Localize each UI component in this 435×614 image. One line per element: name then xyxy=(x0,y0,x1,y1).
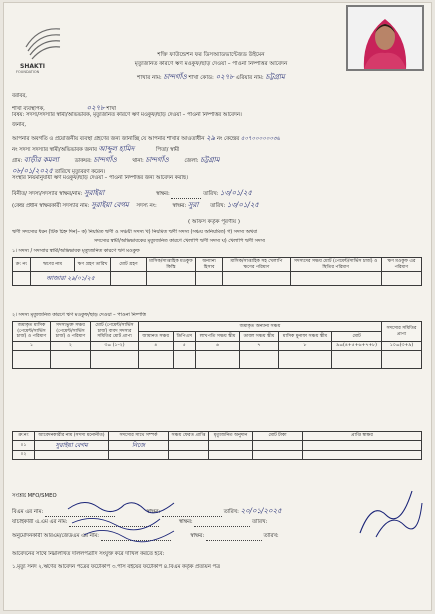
office-heading: ( অফিস কর্তৃক পূরণীয় ) xyxy=(188,219,240,225)
bm-line: বিএম এর নাম: স্বাক্ষর: তারিখ: ২০/০১/২০২৫ xyxy=(12,507,282,515)
applicant-name-value: সুরাইয়া xyxy=(84,189,105,197)
claimant-relation: নিজে xyxy=(109,440,169,451)
attachments-list: ১.মৃত্যু সনদ ২.ঋণের আবেদন পত্রের ফটোকপি ৩.পাস বইয়ের ফটোকপি ৪.বিএম কর্তৃক প্রত্যয়ন পত্র xyxy=(12,564,220,570)
table-row: ০২ xyxy=(13,451,422,460)
table-row xyxy=(13,272,422,286)
subject-line: বিষয়: সদস্য/সদস্যার স্বামী/অভিভাবক, মৃত্যুজনিত কারণে ঋণ মওকুফ/ছাড় দেওয়া – পাওনা নিষ্পত্তির আবেদন। xyxy=(12,112,242,118)
table1-title: ১। সদস্য / সদস্যার স্বামী/অভিভাবক মৃত্যুজনিত কারণে ঋণ মওকুফ xyxy=(12,248,140,254)
leader-signature: সুরা xyxy=(187,201,199,209)
rm-signature xyxy=(206,535,262,541)
rm-line: অনুমোদনকারী আরএম/জেডএম এর নাম: স্বাক্ষর: তারিখ: xyxy=(12,533,279,539)
approval-scribble-icon xyxy=(356,481,426,541)
loan-type-line2: সদস্যের স্বামী/অভিভাবকের মৃত্যুজনিত কারণে খেলাপি ঋণী সদস্য ঘ) খেলাপি ঋণী সদস্য xyxy=(94,238,266,244)
loan-waiver-table xyxy=(12,257,422,286)
branch-line: শাখার নাম: চান্দগাঁও শাখা কোড: ০২৭৮ এরিয়ার নাম: চট্টগ্রাম xyxy=(137,73,285,81)
portrait-icon xyxy=(348,7,422,69)
claimant-table xyxy=(12,431,422,460)
claimant-name: সুরাইয়া বেগম xyxy=(35,440,109,451)
death-date-value: ০৮/০১/২০২৫ xyxy=(12,167,54,175)
logo-subtext: FOUNDATION xyxy=(16,70,40,74)
am-line: যাচাইকারী এ.এম এর নাম: স্বাক্ষর: তারিখ: xyxy=(12,519,268,525)
member-photo xyxy=(346,5,424,71)
guardian-name-value: আব্দুল হামিদ xyxy=(98,145,135,153)
application-form-page xyxy=(3,2,432,611)
address-to: বরাবর, xyxy=(12,93,27,99)
address-line2: শাখা ব্যবস্থাপক, ০২৭৮ শাখা xyxy=(12,104,117,112)
table-row: ০১ সুরাইয়া বেগম নিজে xyxy=(13,440,422,451)
body-line2: নং সদস্য সদস্যার স্বামী/অভিভাবক জনাব আব্দুল হামিদ পিতা/ স্বামী xyxy=(12,145,180,153)
table-number-row: ১ ২ ৩= (১–২) ৪ ৫ ৬ ৭ ৮ ৯=(৪+৫+৬+৭+৮) ১০=(৩+৯) xyxy=(13,342,422,351)
table-header-row: ক্র:নং আবেদনকারীর নাম (সদস্য মনোনীত) সদস্যের সাথে সম্পর্ক সঞ্চয় ফেরত প্রাপ্তি মৃত্যুজনিত অনুদান মোট টাকা প্রাপ্তি স্বাক্ষর xyxy=(13,432,422,441)
form-title: মৃত্যুজনিত কারণে ঋণ মওকুফ/ছাড় দেওয়া – পাওনা নিষ্পত্তির আবেদন xyxy=(134,61,288,67)
leader-date-value: ১৩/০১/২৫ xyxy=(226,201,259,209)
leader-line: (কেন্দ্র প্রধান স্বাক্ষরকারী সদস্যার নাম: সুরাইয়া বেগম সদস্য নং: স্বাক্ষর: সুরা তারিখ: ১৩/০১/২৫ xyxy=(12,201,259,209)
address-branch-code: ০২৭৮ xyxy=(86,104,105,112)
table-row xyxy=(13,350,422,368)
body-line1: আপনার অবগতি ও প্রয়োজনীয় ব্যবস্থা গ্রহণের জন্য জানাচ্ছি যে আপনার শাখার আওতাধীন ২৯ নং কেন্দ্রের ৫০৭০০০০০০৩৬ xyxy=(12,134,281,142)
am-signature xyxy=(194,521,250,527)
settlement-table xyxy=(12,321,422,369)
table-subheader-row: জামানত সঞ্চয় ডিপিএস লাখপতি সঞ্চয় স্কীম ডাবল সঞ্চয় স্কীম মাসিক মুনাফা সঞ্চয় স্কীম মোট xyxy=(13,332,422,342)
branch-name-value: চান্দগাঁও xyxy=(163,73,187,81)
applicant-signature-line: বিনীত/ সদস্য/সদস্যার স্বাক্ষর/নাম: সুরাইয়া স্বাক্ষর: তারিখ: ১৩/০১/২৫ xyxy=(12,189,253,197)
org-name: শক্তি ফাউন্ডেশন ফর ডিসঅ্যাডভান্টেজড উইমেন xyxy=(157,52,265,58)
area-name-value: চট্টগ্রাম xyxy=(265,73,285,81)
logo-wordmark: SHAKTI xyxy=(20,63,45,70)
bm-date-value: ২০/০১/২০২৫ xyxy=(240,507,282,515)
samity-no-value: ২৯ xyxy=(206,134,216,142)
table-header-row: ক্র: নং ঋণের নাম ঋণ গ্রহণ তারিখ মোট গ্রহণ মাসিক/সাপ্তাহিক মওকুফ কিস্তি অন্যান্য হিসাব মাসিক/সাপ্তাহিক সহ খেলাপি ঋণের পরিমাণ সদস্যদের সঞ্চয় মোট (পেমেন্ট/সার্ভিস চার্জ) ও স্থিতির পরিমাণ ঋণ মওকুফ এর পরিমাণ xyxy=(13,258,422,272)
salutation: জনাব, xyxy=(12,122,27,128)
district-value: চট্টগ্রাম xyxy=(200,156,220,164)
signature-scribble-icon xyxy=(64,495,184,543)
loan-name-value: আজারা ২৯/০১/২৫ xyxy=(31,272,111,286)
branch-code-value: ০২৭৮ xyxy=(215,73,234,81)
loan-type-line: ঋণী সদস্যের ধরন (টিক চিহ্ন দিন)– ক) নিয়মিত ঋণী ও সঞ্চয়ী সদস্য খ) নিয়মিত ঋণী সদস্য (সঞ্চয় অনিয়মিত) গ) সদস্য অথবা xyxy=(12,229,258,235)
thana-value: চান্দগাঁও xyxy=(145,156,169,164)
address-details: গ্রাম: বাড়ীর কমলা ডাকঘর: চান্দগাঁও থানা: চান্দগাঁও জেলা: চট্টগ্রাম xyxy=(12,156,220,164)
recommend-label: সংশ্লিষ্ট MFO/SMEO xyxy=(12,493,57,499)
table2-title: ২। সদস্য মৃত্যুজনিত কারণে ঋণ মওকুফ/ছাড় দেওয়া – পাওনা নিষ্পত্তি xyxy=(12,312,146,318)
member-id-value: ৫০৭০০০০০০৩৬ xyxy=(240,136,281,142)
request-line: সংস্থার নিয়মানুযায়ী ঋণ মওকুফ/ছাড় দেওয়া – পাওনা নিষ্পত্তির জন্য আবেদন করছি। xyxy=(12,175,188,181)
table-header-row: জমাকৃত মাসিক (পেমেন্ট/সার্ভিস চার্জ) ও পরিমাণ সদস্যভুক্ত সঞ্চয় (পেমেন্ট/সার্ভিস চার্জ) ও পরিমাণ মোট (পেমেন্ট/সার্ভিস চার্জ) বাবদ সদস্যর সমিতির মোট প্রাপ্য জমাকৃত অন্যান্য সঞ্চয় সদস্যের সমিতির প্রাপ্য xyxy=(13,322,422,332)
death-line: ০৮/০১/২০২৫ তারিখে মৃত্যুবরণ করেন। xyxy=(12,167,106,175)
applicant-date-value: ১৩/০১/২৫ xyxy=(220,189,253,197)
village-value: বাড়ীর কমলা xyxy=(23,156,59,164)
attachments-title: আবেদনের সাথে নিম্নলিখিত দলিলপত্রাদি সংযুক্ত করে দাখিল করতে হবে: xyxy=(12,551,165,557)
leader-name-value: সুরাইয়া বেগম xyxy=(91,201,129,209)
post-value: চান্দগাঁও xyxy=(93,156,117,164)
